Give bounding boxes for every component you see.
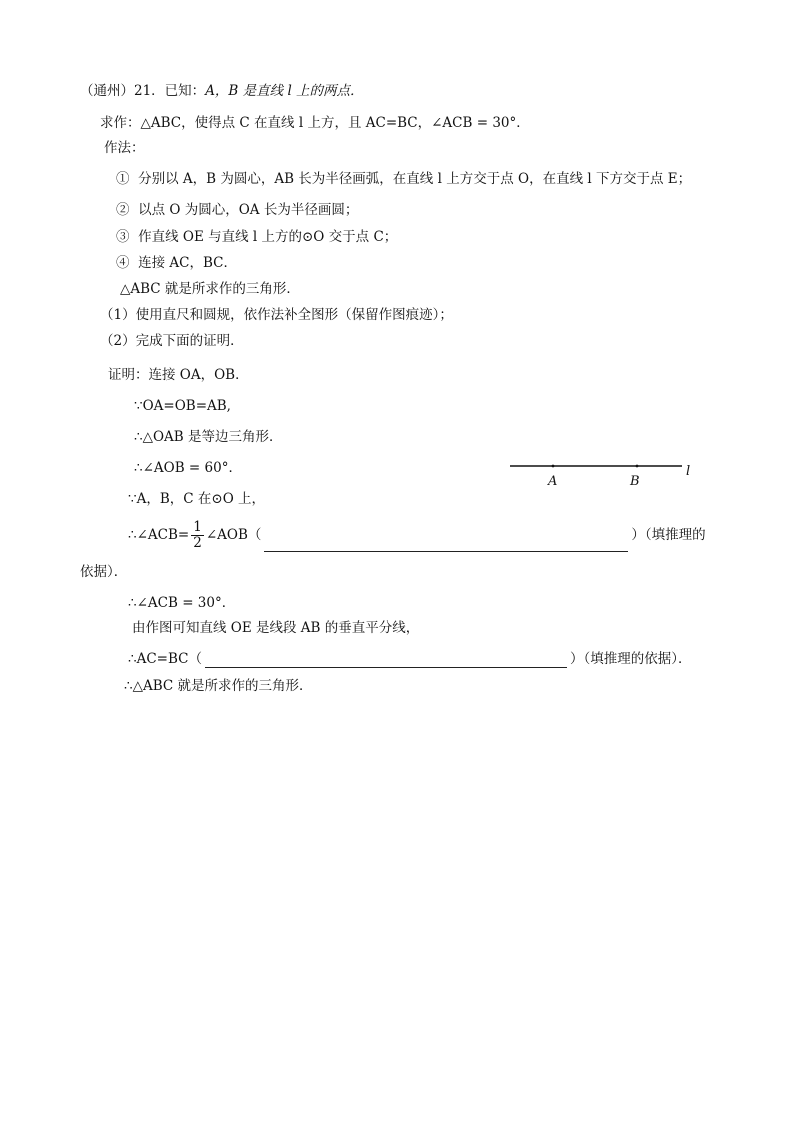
step-3: [116, 228, 397, 246]
problem-given: A，B 是直线 l 上的两点．: [205, 83, 364, 99]
construction-conclusion: △ABC 就是所求作的三角形．: [120, 281, 300, 297]
proof-line-6: ∴∠ACB = 30°．: [128, 595, 236, 611]
proof-line-5-continued: 依据）．: [80, 564, 128, 580]
step-2: [116, 201, 358, 219]
label-a: A: [548, 474, 558, 489]
proof-line-7: 由作图可知直线 OE 是线段 AB 的垂直平分线，: [132, 620, 420, 636]
step-text: 分别以 A，B 为圆心，AB 长为半径画弧，在直线 l 上方交于点 O，在直线 l 下方交于点 E；: [138, 171, 692, 187]
label-b: B: [630, 474, 640, 489]
step-number: ③: [116, 229, 130, 245]
step-4: [116, 254, 237, 272]
point-b: [636, 465, 639, 468]
proof-line-8: [128, 650, 691, 668]
step-number: ①: [116, 171, 130, 187]
point-a: [552, 465, 555, 468]
method-label: 作法：: [104, 140, 145, 156]
task-label: 求作：: [100, 115, 141, 131]
step-number: ②: [116, 202, 130, 218]
proof-intro: 证明：连接 OA，OB．: [108, 367, 249, 383]
step-1: [116, 170, 691, 188]
proof-angle-aob: ∠AOB（: [205, 527, 262, 543]
step-number: ④: [116, 255, 130, 271]
proof-line-4: ∵A，B，C 在⊙O 上，: [128, 491, 266, 507]
proof-hint-1: ）（填推理的: [631, 527, 706, 543]
answer-blank-1[interactable]: [264, 537, 628, 552]
proof-ac-equals-bc: ∴AC=BC（: [128, 651, 202, 667]
proof-hint-2: ）（填推理的依据）．: [569, 651, 692, 667]
proof-line-3: ∴∠AOB = 60°．: [134, 460, 242, 476]
step-text: 连接 AC，BC．: [138, 255, 237, 271]
fraction-numerator: 1: [193, 519, 202, 535]
problem-heading: [80, 82, 364, 100]
fraction-denominator: 2: [193, 535, 202, 551]
fraction-one-half: [191, 520, 204, 551]
answer-blank-2[interactable]: [205, 653, 567, 668]
question-2: （2）完成下面的证明．: [100, 333, 244, 349]
step-text: 作直线 OE 与直线 l 上方的⊙O 交于点 C；: [138, 229, 398, 245]
question-1: （1）使用直尺和圆规，依作法补全图形（保留作图痕迹）；: [100, 307, 453, 323]
proof-line-9: ∴△ABC 就是所求作的三角形．: [124, 678, 313, 694]
proof-angle-acb: ∴∠ACB=: [128, 527, 190, 543]
task-line: [100, 114, 530, 132]
line-l-figure: [500, 455, 710, 495]
task-text: △ABC，使得点 C 在直线 l 上方，且 AC=BC，∠ACB = 30°．: [140, 115, 530, 131]
label-l: l: [686, 464, 691, 479]
problem-source: （通州）21．已知：: [80, 83, 206, 99]
proof-line-5: [128, 518, 706, 552]
step-text: 以点 O 为圆心，OA 长为半径画圆；: [138, 202, 359, 218]
proof-line-2: ∴△OAB 是等边三角形．: [134, 429, 283, 445]
proof-line-1: ∵OA=OB=AB,: [134, 398, 231, 414]
